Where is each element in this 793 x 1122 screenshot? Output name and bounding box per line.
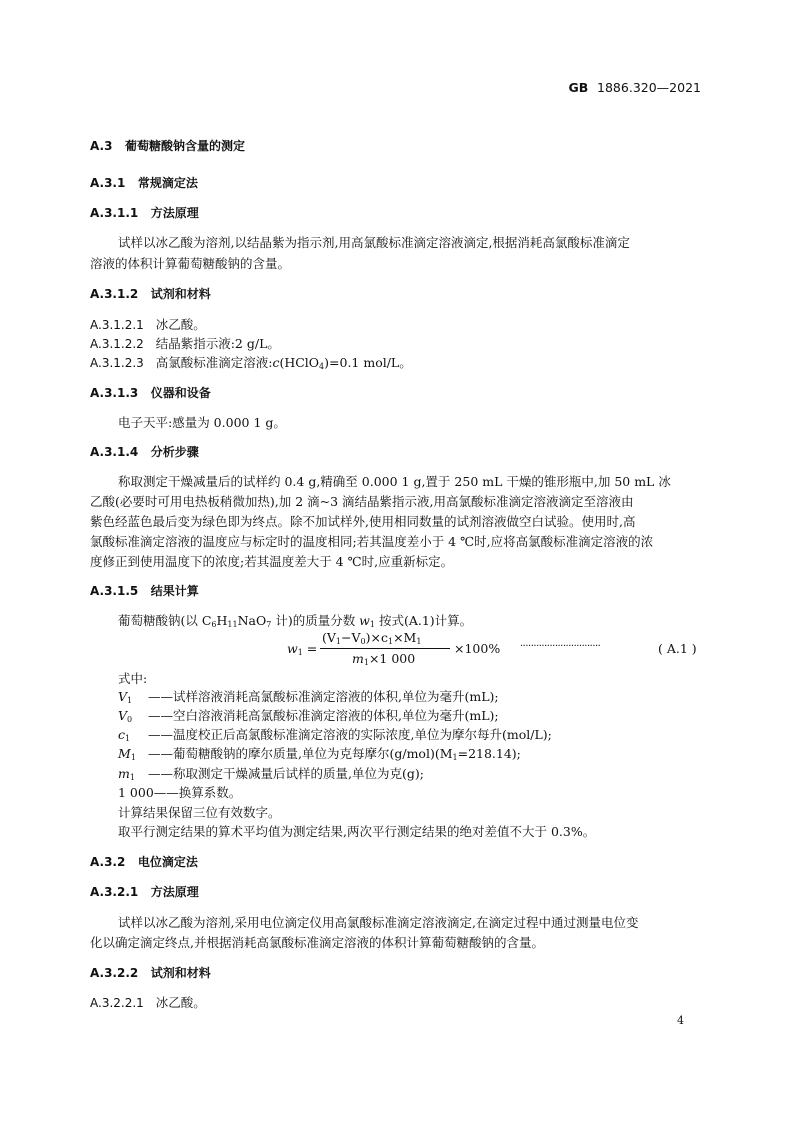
section-a3-heading: A.3 葡萄糖酸钠含量的测定 bbox=[90, 139, 245, 153]
a315-intro: 葡萄糖酸钠(以 $C_6H_{11}NaO_7$ 计)的质量分数 $w_1$ 按式(A.1)计算。 bbox=[118, 613, 473, 629]
a314-paragraph-line: 氯酸标准滴定溶液的温度应与标定时的温度相同;若其温度差小于 4 ℃时,应将高氯酸标准滴定溶液的浓 bbox=[90, 534, 654, 549]
a311-paragraph-line: 试样以冰乙酸为溶剂,以结晶紫为指示剂,用高氯酸标准滴定溶液滴定,根据消耗高氯酸标准滴定 bbox=[118, 235, 630, 250]
a314-paragraph-line: 度修正到使用温度下的浓度;若其温度差大于 4 ℃时,应重新标定。 bbox=[90, 554, 454, 569]
a314-paragraph-line: 称取测定干燥减量后的试样约 0.4 g,精确至 0.000 1 g,置于 250 mL 干燥的锥形瓶中,加 50 mL 冰 bbox=[118, 474, 671, 489]
formula-dots: ······························ bbox=[520, 641, 601, 652]
formula-lhs: $w_1$ = bbox=[287, 641, 318, 657]
reagent-item: A.3.1.2.1 冰乙酸。 bbox=[90, 317, 206, 332]
section-a31-heading: A.3.1 常规滴定法 bbox=[90, 176, 198, 190]
reagent-item: A.3.2.2.1 冰乙酸。 bbox=[90, 995, 206, 1010]
formula-numerator: $(V_1-V_0)\times c_1\times M_1$ bbox=[322, 630, 422, 646]
formula-denominator: $m_1\times 1$ 000 bbox=[352, 651, 416, 667]
reagent-item: A.3.1.2.2 结晶紫指示液:2 g/L。 bbox=[90, 336, 280, 351]
formula-label: ( A.1 ) bbox=[658, 641, 697, 656]
a314-paragraph-line: 紫色经蓝色最后变为绿色即为终点。除不加试样外,使用相同数量的试剂溶液做空白试验。使用时,高 bbox=[90, 514, 636, 529]
section-a321-heading: A.3.2.1 方法原理 bbox=[90, 885, 199, 899]
a321-paragraph-line: 试样以冰乙酸为溶剂,采用电位滴定仪用高氯酸标准滴定溶液滴定,在滴定过程中通过测量电位变 bbox=[118, 915, 639, 930]
a313-paragraph: 电子天平:感量为 0.000 1 g。 bbox=[118, 415, 286, 430]
page-number: 4 bbox=[677, 1014, 684, 1027]
calc-note: 取平行测定结果的算术平均值为测定结果,两次平行测定结果的绝对差值不大于 0.3%。 bbox=[118, 824, 596, 839]
definition-row: $c_1$ ——温度校正后高氯酸标准滴定溶液的实际浓度,单位为摩尔每升(mol/L); bbox=[118, 727, 552, 743]
section-a314-heading: A.3.1.4 分析步骤 bbox=[90, 445, 199, 459]
definition-row: $m_1$ ——称取测定干燥减量后试样的质量,单位为克(g); bbox=[118, 766, 424, 782]
where-label: 式中: bbox=[118, 671, 148, 686]
a321-paragraph-line: 化以确定滴定终点,并根据消耗高氯酸标准滴定溶液的体积计算葡萄糖酸钠的含量。 bbox=[90, 935, 544, 950]
formula-tail: ×100% bbox=[454, 641, 501, 656]
a314-paragraph-line: 乙酸(必要时可用电热板稍微加热),加 2 滴~3 滴结晶紫指示液,用高氯酸标准滴定溶液滴定至溶液由 bbox=[90, 494, 634, 509]
section-a311-heading: A.3.1.1 方法原理 bbox=[90, 206, 199, 220]
section-a322-heading: A.3.2.2 试剂和材料 bbox=[90, 966, 211, 980]
section-a315-heading: A.3.1.5 结果计算 bbox=[90, 584, 199, 598]
section-a312-heading: A.3.1.2 试剂和材料 bbox=[90, 287, 211, 301]
definition-row: 1 000——换算系数。 bbox=[118, 785, 242, 800]
reagent-item: A.3.1.2.3 高氯酸标准滴定溶液:c(HClO$_4$)=0.1 mol/L。 bbox=[90, 355, 412, 371]
calc-note: 计算结果保留三位有效数字。 bbox=[118, 805, 281, 820]
definition-row: $M_1$ ——葡萄糖酸钠的摩尔质量,单位为克每摩尔$(g/mol)(M_1=218.14)$; bbox=[118, 746, 521, 762]
standard-number-header: GB 1886.320—2021 bbox=[568, 80, 701, 95]
section-a32-heading: A.3.2 电位滴定法 bbox=[90, 855, 198, 869]
fraction-bar bbox=[320, 648, 450, 649]
section-a313-heading: A.3.1.3 仪器和设备 bbox=[90, 386, 211, 400]
definition-row: $V_1$ ——试样溶液消耗高氯酸标准滴定溶液的体积,单位为毫升(mL); bbox=[118, 689, 499, 705]
a311-paragraph-line: 溶液的体积计算葡萄糖酸钠的含量。 bbox=[90, 256, 291, 271]
definition-row: $V_0$ ——空白溶液消耗高氯酸标准滴定溶液的体积,单位为毫升(mL); bbox=[118, 708, 499, 724]
